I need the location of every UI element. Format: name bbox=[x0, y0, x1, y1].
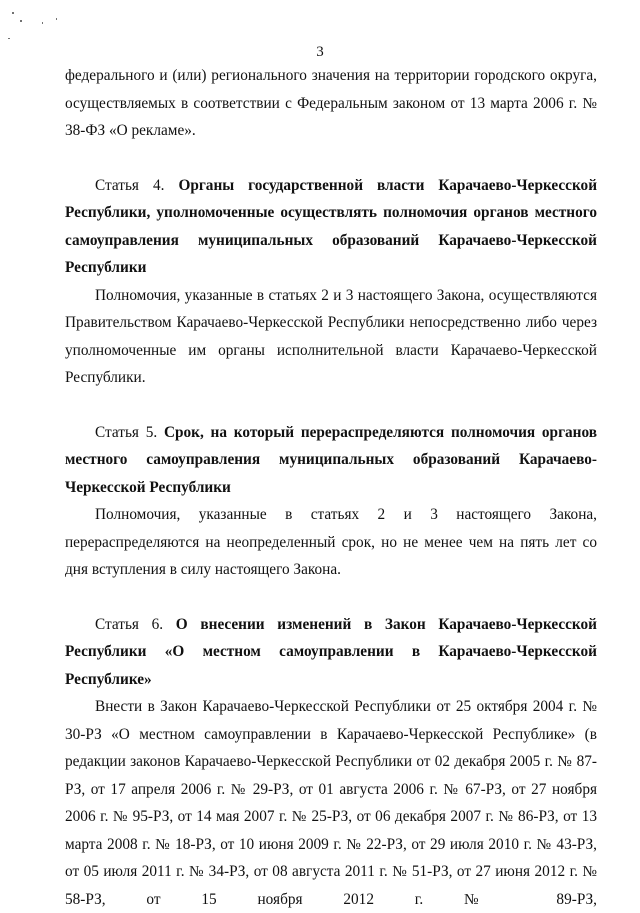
article-6-body: Внести в Закон Карачаево-Черкесской Республики от 25 октября 2004 г. № 30-РЗ «О местном самоуправлении в Карачаево-Черкесской Республике» (в редакции законов Карачаево-Черкесской Республики от 02 декабря 2005 г. № 87-РЗ, от 17 апреля 2006 г. № 29-РЗ, от 01 августа 2006 г. № 67-РЗ, от 27 ноября 2006 г. № 95-РЗ, от 14 мая 2007 г. № 25-РЗ, от 06 декабря 2007 г. № 86-РЗ, от 13 марта 2008 г. № 18-РЗ, от 10 июня 2009 г. № 22-РЗ, от 29 июля 2010 г. № 43-РЗ, от 05 июля 2011 г. № 34-РЗ, от 08 августа 2011 г. № 51-РЗ, от 27 июня 2012 г. № 58-РЗ, от 15 ноября 2012 г. № 89-РЗ, bbox=[65, 698, 597, 908]
article-5-title: Срок, на который перераспределяются полномочия органов местного самоуправления муниципальных образований Карачаево-Черкесской Республики bbox=[65, 423, 598, 496]
article-4-heading bbox=[65, 172, 597, 282]
article-6-label: Статья 6. bbox=[95, 615, 164, 633]
article-6-heading bbox=[65, 611, 597, 694]
article-4-title: Органы государственной власти Карачаево-Черкесской Республики, уполномоченные осуществлять полномочия органов местного самоуправления муниципальных образований Карачаево-Черкесской Республики bbox=[65, 176, 598, 276]
article-6-title: О внесении изменений в Закон Карачаево-Черкесской Республики «О местном самоуправлении в Карачаево-Черкесской Республике» bbox=[65, 615, 597, 688]
intro-paragraph: федерального и (или) регионального значения на территории городского округа, осуществляемых в соответствии с Федеральным законом от 13 марта 2006 г. № 38-ФЗ «О рекламе». bbox=[65, 67, 597, 139]
article-5-label: Статья 5. bbox=[95, 423, 158, 441]
document-page bbox=[65, 0, 597, 913]
article-5-heading bbox=[65, 419, 597, 502]
page-number: 3 bbox=[316, 44, 324, 60]
article-5-body: Полномочия, указанные в статьях 2 и 3 настоящего Закона, перераспределяются на неопределенный срок, но не менее чем на пять лет со дня вступления в силу настоящего Закона. bbox=[65, 506, 597, 578]
article-4-body: Полномочия, указанные в статьях 2 и 3 настоящего Закона, осуществляются Правительством Карачаево-Черкесской Республики непосредственно либо через уполномоченные им органы исполнительной власти Карачаево-Черкесской Республики. bbox=[65, 286, 597, 386]
article-4-label: Статья 4. bbox=[95, 176, 165, 194]
